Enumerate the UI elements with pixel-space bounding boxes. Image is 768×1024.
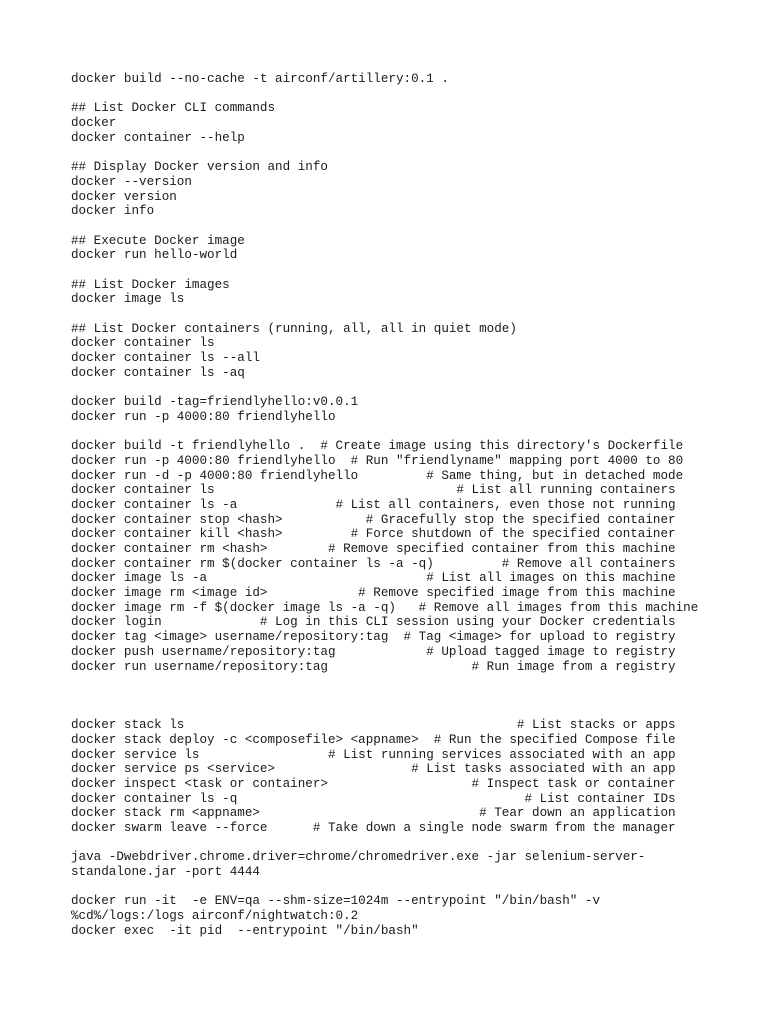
command-line: docker build -t friendlyhello . # Create image using this directory's Dockerfile	[71, 439, 684, 454]
command-line: docker tag <image> username/repository:tag # Tag <image> for upload to registry	[71, 630, 676, 645]
comment-heading-line: ## List Docker CLI commands	[71, 101, 276, 116]
command-line: docker stack deploy -c <composefile> <appname> # Run the specified Compose file	[71, 732, 676, 747]
command-line: docker container rm <hash> # Remove specified container from this machine	[71, 542, 676, 556]
comment-heading-line: ## Execute Docker image	[71, 233, 245, 248]
command-line: docker build -tag=friendlyhello:v0.0.1	[71, 395, 359, 410]
text-block	[71, 72, 751, 87]
command-line: docker container ls # List all running containers	[71, 483, 676, 498]
comment-heading-line: ## List Docker containers (running, all, all in quiet mode)	[71, 321, 517, 336]
command-line: docker run -p 4000:80 friendlyhello	[71, 409, 336, 424]
command-line: docker exec -it pid --entrypoint "/bin/bash"	[71, 923, 419, 938]
command-line: docker swarm leave --force # Take down a single node swarm from the manager	[71, 821, 676, 835]
command-line: docker container ls --all	[71, 351, 260, 366]
comment-heading-line: ## Display Docker version and info	[71, 160, 328, 175]
command-line: docker container rm $(docker container ls -a -q) # Remove all containers	[71, 556, 676, 571]
command-line: docker run username/repository:tag # Run image from a registry	[71, 659, 676, 674]
text-block	[71, 278, 751, 307]
command-line: docker service ls # List running services associated with an app	[71, 747, 676, 762]
command-line: docker run -it -e ENV=qa --shm-size=1024m --entrypoint "/bin/bash" -v	[71, 894, 601, 909]
command-line: docker image ls -a # List all images on this machine	[71, 571, 676, 586]
text-block	[71, 718, 751, 836]
text-block	[71, 850, 751, 879]
command-line: docker container --help	[71, 130, 245, 145]
command-line: standalone.jar -port 4444	[71, 865, 260, 880]
command-line: docker container ls	[71, 336, 215, 351]
command-line: docker build --no-cache -t airconf/artillery:0.1 .	[71, 72, 449, 86]
command-line: docker version	[71, 189, 177, 204]
text-block	[71, 160, 751, 219]
command-line: docker stack rm <appname> # Tear down an application	[71, 806, 676, 821]
command-line: docker image ls	[71, 292, 185, 307]
command-line: docker container ls -q # List container IDs	[71, 791, 676, 806]
text-block	[71, 395, 751, 424]
text-block	[71, 234, 751, 263]
command-line: docker container ls -a # List all containers, even those not running	[71, 497, 676, 512]
command-line: docker inspect <task or container> # Inspect task or container	[71, 776, 676, 791]
command-line: docker login # Log in this CLI session using your Docker credentials	[71, 615, 676, 630]
text-block	[71, 101, 751, 145]
command-line: docker stack ls # List stacks or apps	[71, 718, 676, 733]
command-line: %cd%/logs:/logs airconf/nightwatch:0.2	[71, 909, 359, 924]
command-line: docker run -p 4000:80 friendlyhello # Run "friendlyname" mapping port 4000 to 80	[71, 453, 684, 468]
text-block	[71, 894, 751, 938]
document-page	[71, 72, 751, 953]
command-line: docker container stop <hash> # Gracefully stop the specified container	[71, 512, 676, 527]
command-line: docker push username/repository:tag # Upload tagged image to registry	[71, 644, 676, 659]
command-line: docker	[71, 116, 117, 131]
command-line: docker container ls -aq	[71, 365, 245, 380]
command-line: docker --version	[71, 174, 192, 189]
text-block	[71, 439, 751, 674]
command-line: docker image rm <image id> # Remove specified image from this machine	[71, 586, 676, 601]
command-line: docker run -d -p 4000:80 friendlyhello # Same thing, but in detached mode	[71, 468, 684, 483]
command-line: docker run hello-world	[71, 248, 238, 263]
text-block	[71, 322, 751, 381]
command-line: docker image rm -f $(docker image ls -a -q) # Remove all images from this machine	[71, 600, 699, 615]
command-line: docker service ps <service> # List tasks associated with an app	[71, 762, 676, 777]
command-line: docker info	[71, 204, 155, 219]
command-line: docker container kill <hash> # Force shutdown of the specified container	[71, 527, 676, 542]
command-line: java -Dwebdriver.chrome.driver=chrome/chromedriver.exe -jar selenium-server-	[71, 850, 646, 865]
comment-heading-line: ## List Docker images	[71, 277, 230, 292]
